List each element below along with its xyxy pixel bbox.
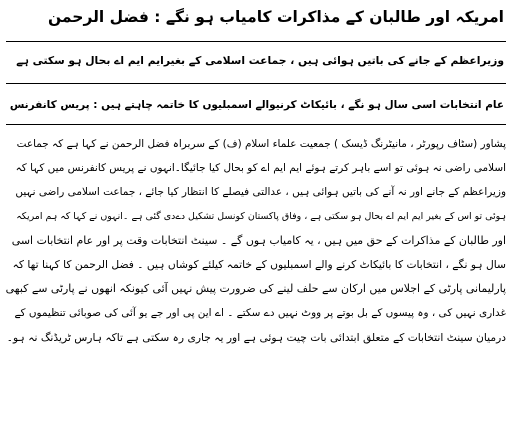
body-line: اسلامی راضی نہ ہوئی تو اسے باہر کرتے ہوئے ایم ایم اے کو بحال کیا جائیگا۔انہوں نے پریس کانفرنس میں کہا کہ	[15, 162, 506, 175]
body-line: پشاور (سٹاف رپورٹر ، مانیٹرنگ ڈیسک ) جمعیت علماء اسلام (ف) کے سربراہ فضل الرحمن نے کہا ہے کہ جماعت	[16, 138, 506, 150]
article-body	[6, 132, 506, 350]
body-line: پارلیمانی پارٹی کے اجلاس میں ارکان سے حلف لینے کی ضرورت پیش نہیں آئی کیونکہ انھوں نے پارٹی سے کبھی	[6, 282, 506, 296]
body-line: وزیراعظم کے جانے اور نہ آنے کی باتیں ہوائی ہیں ، عدالتی فیصلے کا انتظار کیا جائے ، جماعت اسلامی راضی نہیں	[15, 186, 506, 199]
body-line: سال ہو نگے ، انتخابات کا بائیکاٹ کرنے والے اسمبلیوں کے خاتمہ کیلئے کوشاں ہیں ۔ فضل الرحمن کا کہنا تھا کہ	[12, 257, 506, 271]
headline-main: امریکہ اور طالبان کے مذاکرات کامیاب ہو نگے : فضل الرحمن	[47, 8, 504, 26]
body-line: ہوئی تو اس کے بغیر ایم ایم اے بحال ہو سکتی ہے ، وفاق پاکستان کونسل تشکیل دےدی گئی ہے ۔انہوں نے کہا کہ ہم امریکہ	[16, 210, 506, 222]
divider-line	[6, 83, 506, 84]
body-line: درمیان سینٹ انتخابات کے متعلق ابتدائی بات چیت ہوئی ہے اور یہ جاری رہ سکتی ہے تاکہ ہارس ٹریڈنگ نہ ہو۔	[6, 330, 506, 344]
divider-line	[6, 41, 506, 42]
headline-secondary: وزیراعظم کے جانے کی باتیں ہوائی ہیں ، جماعت اسلامی کے بغیرایم ایم اے بحال ہو سکتی ہے	[16, 54, 504, 67]
body-line: غداری نہیں کی ، وہ پیسوں کے بل بوتے پر ووٹ نہیں دے سکتے ۔ اے این پی اور جے یو آئی کی صوبائی تنظیموں کے	[14, 307, 506, 320]
headline-tertiary: عام انتخابات اسی سال ہو نگے ، بائیکاٹ کرنیوالے اسمبلیوں کا خاتمہ چاہتے ہیں : پریس کانفرنس	[9, 99, 504, 111]
body-line: اور طالبان کے مذاکرات کے حق میں ہیں ، یہ کامیاب ہوں گے ۔ سینٹ انتخابات وقت پر اور عام انتخابات اسی	[11, 233, 506, 247]
divider-line	[6, 124, 506, 125]
